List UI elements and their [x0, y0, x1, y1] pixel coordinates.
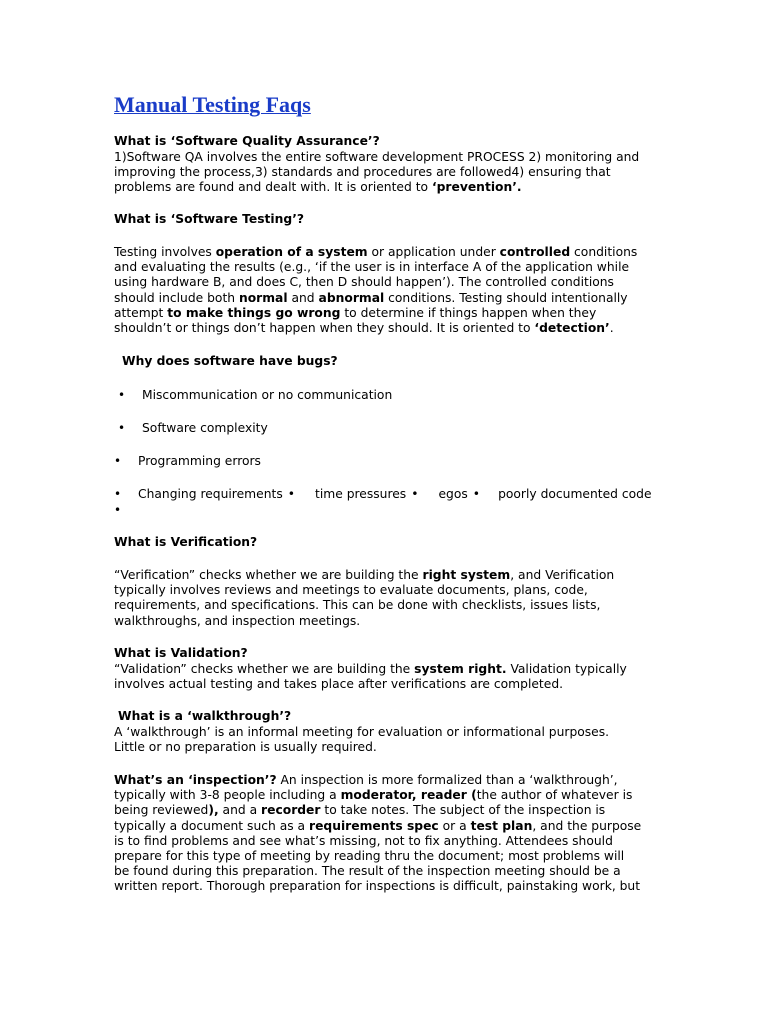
inspection-line: being reviewed), and a recorder to take notes. The subject of the inspection is: [114, 803, 606, 818]
sqa-paragraph: [114, 150, 674, 196]
inspection-line: typically with 3-8 people including a moderator, reader (the author of whatever is: [114, 788, 633, 803]
verification-paragraph: [114, 568, 674, 629]
verification-heading: What is Verification?: [114, 535, 258, 549]
sqa-line: 1)Software QA involves the entire software development PROCESS 2) monitoring and: [114, 150, 640, 164]
inspection-heading: What’s an ‘inspection’?: [114, 773, 277, 787]
validation-line: involves actual testing and takes place after verifications are completed.: [114, 677, 564, 692]
list-item: [114, 503, 128, 518]
bullet-icon: •: [411, 487, 419, 501]
list-item: poorly documented code: [498, 487, 652, 501]
validation-paragraph: [114, 662, 674, 692]
bullet-icon: •: [287, 487, 295, 501]
verification-line: walkthroughs, and inspection meetings.: [114, 613, 361, 628]
walkthrough-line: A ‘walkthrough’ is an informal meeting for evaluation or informational purposes.: [114, 725, 610, 739]
verification-line: requirements, and specifications. This can be done with checklists, issues lists,: [114, 598, 601, 613]
inspection-line: prepare for this type of meeting by reading thru the document; most problems will: [114, 849, 625, 864]
list-item: • Miscommunication or no communication: [118, 388, 393, 402]
testing-line: using hardware B, and does C, then D should happen’). The controlled conditions: [114, 275, 614, 290]
validation-line: “Validation” checks whether we are building the system right. Validation typically: [114, 662, 627, 676]
sqa-heading: What is ‘Software Quality Assurance’?: [114, 134, 380, 148]
inspection-line: be found during this preparation. The result of the inspection meeting should be a: [114, 864, 621, 879]
list-item: time pressures: [315, 487, 407, 501]
inspection-line: written report. Thorough preparation for inspections is difficult, painstaking work, but: [114, 879, 641, 894]
testing-line: Testing involves operation of a system or application under controlled conditions: [114, 245, 638, 259]
testing-line: attempt to make things go wrong to determine if things happen when they: [114, 305, 597, 320]
list-item: Changing requirements: [138, 487, 283, 501]
page-title: Manual Testing Faqs: [114, 92, 311, 117]
sqa-line: improving the process,3) standards and procedures are followed4) ensuring that: [114, 165, 611, 180]
bullet-icon: •: [114, 487, 122, 501]
sqa-line: problems are found and dealt with. It is oriented to ‘prevention’.: [114, 180, 522, 195]
testing-heading: What is ‘Software Testing’?: [114, 212, 305, 226]
testing-paragraph: [114, 245, 674, 336]
verification-line: typically involves reviews and meetings to evaluate documents, plans, code,: [114, 583, 588, 598]
bullet-icon: •: [118, 421, 126, 435]
inspection-line: typically a document such as a requirements spec or a test plan, and the purpose: [114, 818, 642, 833]
testing-line: and evaluating the results (e.g., ‘if the user is in interface A of the application while: [114, 260, 630, 275]
testing-line: shouldn’t or things don’t happen when they should. It is oriented to ‘detection’.: [114, 321, 614, 336]
bullet-icon: •: [114, 454, 122, 468]
inspection-line: is to find problems and see what’s missing, not to fix anything. Attendees should: [114, 833, 613, 848]
list-item-row: [114, 487, 652, 502]
inspection-line: What’s an ‘inspection’? An inspection is more formalized than a ‘walkthrough’,: [114, 773, 618, 787]
list-item: • Software complexity: [118, 421, 268, 435]
list-item: egos: [438, 487, 468, 501]
bullet-icon: •: [114, 503, 122, 517]
verification-line: “Verification” checks whether we are building the right system, and Verification: [114, 568, 615, 582]
list-item: • Programming errors: [114, 454, 261, 468]
bullet-icon: •: [472, 487, 481, 501]
inspection-paragraph: [114, 773, 694, 895]
bullet-icon: •: [118, 388, 126, 402]
walkthrough-heading: What is a ‘walkthrough’?: [118, 709, 292, 723]
bugs-heading: Why does software have bugs?: [122, 354, 338, 368]
testing-line: should include both normal and abnormal conditions. Testing should intentionally: [114, 290, 628, 305]
walkthrough-line: Little or no preparation is usually required.: [114, 740, 377, 755]
validation-heading: What is Validation?: [114, 646, 248, 660]
walkthrough-paragraph: [114, 725, 674, 755]
